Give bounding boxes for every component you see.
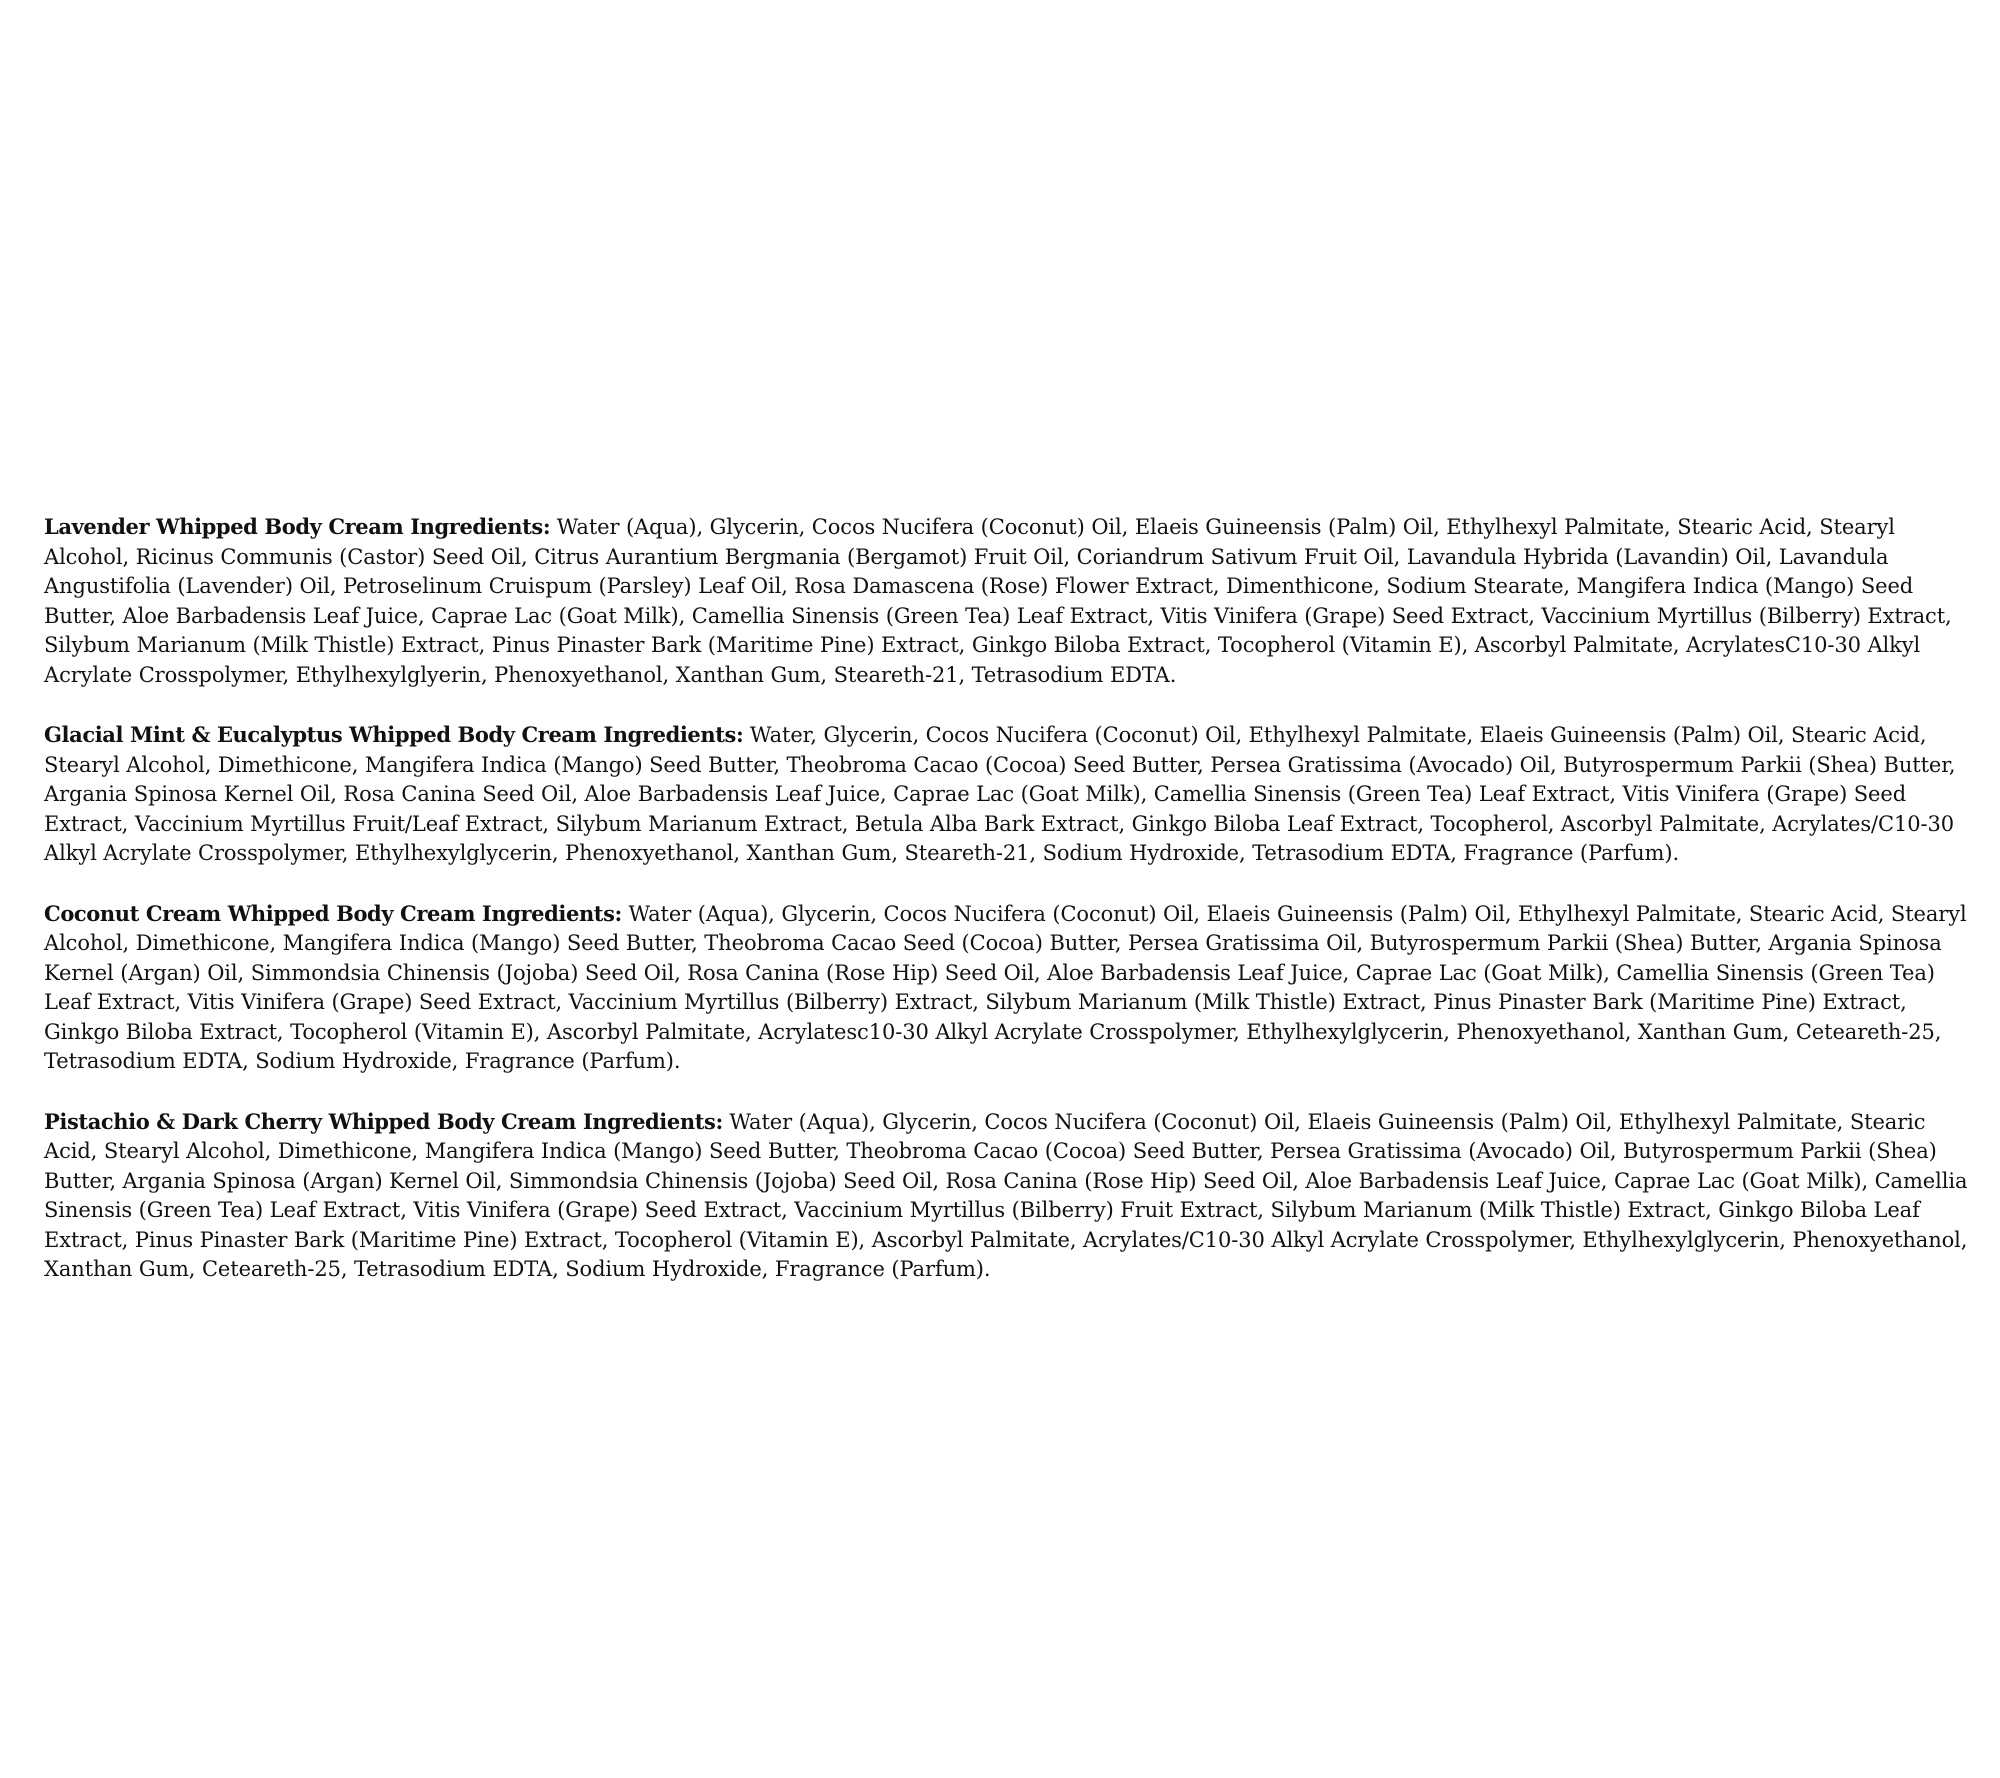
- product-title-pistachio-cherry: Pistachio & Dark Cherry Whipped Body Cream Ingredients:: [44, 1108, 723, 1134]
- ingredients-text-pistachio-cherry: Water (Aqua), Glycerin, Cocos Nucifera (Coconut) Oil, Elaeis Guineensis (Palm) Oil, Ethylhexyl Palmitate, Stearic Acid, Stearyl Alcohol, Dimethicone, Mangifera Indica (Mango) Seed Butter, Theobroma Cacao (Cocoa) Seed Butter, Persea Gratissima (Avocado) Oil, Butyrospermum Parkii (Shea) Butter, Argania Spinosa (Argan) Kernel Oil, Simmondsia Chinensis (Jojoba) Seed Oil, Rosa Canina (Rose Hip) Seed Oil, Aloe Barbadensis Leaf Juice, Caprae Lac (Goat Milk), Camellia Sinensis (Green Tea) Leaf Extract, Vitis Vinifera (Grape) Seed Extract, Vaccinium Myrtillus (Bilberry) Fruit Extract, Silybum Marianum (Milk Thistle) Extract, Ginkgo Biloba Leaf Extract, Pinus Pinaster Bark (Maritime Pine) Extract, Tocopherol (Vitamin E), Ascorbyl Palmitate, Acrylates/C10-30 Alkyl Acrylate Crosspolymer, Ethylhexylglycerin, Phenoxyethanol, Xanthan Gum, Ceteareth-25, Tetrasodium EDTA, Sodium Hydroxide, Fragrance (Parfum).: [44, 1109, 1968, 1281]
- ingredient-paragraph-lavender: [44, 512, 1974, 690]
- ingredients-text-glacial-mint: Water, Glycerin, Cocos Nucifera (Coconut) Oil, Ethylhexyl Palmitate, Elaeis Guineensis (Palm) Oil, Stearic Acid, Stearyl Alcohol, Dimethicone, Mangifera Indica (Mango) Seed Butter, Theobroma Cacao (Cocoa) Seed Butter, Persea Gratissima (Avocado) Oil, Butyrospermum Parkii (Shea) Butter, Argania Spinosa Kernel Oil, Rosa Canina Seed Oil, Aloe Barbadensis Leaf Juice, Caprae Lac (Goat Milk), Camellia Sinensis (Green Tea) Leaf Extract, Vitis Vinifera (Grape) Seed Extract, Vaccinium Myrtillus Fruit/Leaf Extract, Silybum Marianum Extract, Betula Alba Bark Extract, Ginkgo Biloba Leaf Extract, Tocopherol, Ascorbyl Palmitate, Acrylates/C10-30 Alkyl Acrylate Crosspolymer, Ethylhexylglycerin, Phenoxyethanol, Xanthan Gum, Steareth-21, Sodium Hydroxide, Tetrasodium EDTA, Fragrance (Parfum).: [44, 723, 1956, 865]
- ingredients-text-lavender: Water (Aqua), Glycerin, Cocos Nucifera (Coconut) Oil, Elaeis Guineensis (Palm) Oil, Ethylhexyl Palmitate, Stearic Acid, Stearyl Alcohol, Ricinus Communis (Castor) Seed Oil, Citrus Aurantium Bergmania (Bergamot) Fruit Oil, Coriandrum Sativum Fruit Oil, Lavandula Hybrida (Lavandin) Oil, Lavandula Angustifolia (Lavender) Oil, Petroselinum Cruispum (Parsley) Leaf Oil, Rosa Damascena (Rose) Flower Extract, Dimenthicone, Sodium Stearate, Mangifera Indica (Mango) Seed Butter, Aloe Barbadensis Leaf Juice, Caprae Lac (Goat Milk), Camellia Sinensis (Green Tea) Leaf Extract, Vitis Vinifera (Grape) Seed Extract, Vaccinium Myrtillus (Bilberry) Extract, Silybum Marianum (Milk Thistle) Extract, Pinus Pinaster Bark (Maritime Pine) Extract, Ginkgo Biloba Extract, Tocopherol (Vitamin E), Ascorbyl Palmitate, AcrylatesC10-30 Alkyl Acrylate Crosspolymer, Ethylhexylglyerin, Phenoxyethanol, Xanthan Gum, Steareth-21, Tetrasodium EDTA.: [44, 515, 1952, 687]
- ingredient-paragraph-pistachio-cherry: [44, 1107, 1974, 1285]
- product-title-lavender: Lavender Whipped Body Cream Ingredients:: [44, 514, 551, 539]
- ingredient-paragraph-glacial-mint: [44, 720, 1974, 869]
- product-title-glacial-mint: Glacial Mint & Eucalyptus Whipped Body Cream Ingredients:: [44, 722, 744, 747]
- ingredients-list: [44, 512, 1974, 1315]
- product-title-coconut-cream: Coconut Cream Whipped Body Cream Ingredients:: [44, 900, 622, 926]
- ingredients-text-coconut-cream: Water (Aqua), Glycerin, Cocos Nucifera (Coconut) Oil, Elaeis Guineensis (Palm) Oil, Ethylhexyl Palmitate, Stearic Acid, Stearyl Alcohol, Dimethicone, Mangifera Indica (Mango) Seed Butter, Theobroma Cacao Seed (Cocoa) Butter, Persea Gratissima Oil, Butyrospermum Parkii (Shea) Butter, Argania Spinosa Kernel (Argan) Oil, Simmondsia Chinensis (Jojoba) Seed Oil, Rosa Canina (Rose Hip) Seed Oil, Aloe Barbadensis Leaf Juice, Caprae Lac (Goat Milk), Camellia Sinensis (Green Tea) Leaf Extract, Vitis Vinifera (Grape) Seed Extract, Vaccinium Myrtillus (Bilberry) Extract, Silybum Marianum (Milk Thistle) Extract, Pinus Pinaster Bark (Maritime Pine) Extract, Ginkgo Biloba Extract, Tocopherol (Vitamin E), Ascorbyl Palmitate, Acrylatesc10-30 Alkyl Acrylate Crosspolymer, Ethylhexylglycerin, Phenoxyethanol, Xanthan Gum, Ceteareth-25, Tetrasodium EDTA, Sodium Hydroxide, Fragrance (Parfum).: [44, 901, 1967, 1073]
- ingredient-paragraph-coconut-cream: [44, 899, 1974, 1077]
